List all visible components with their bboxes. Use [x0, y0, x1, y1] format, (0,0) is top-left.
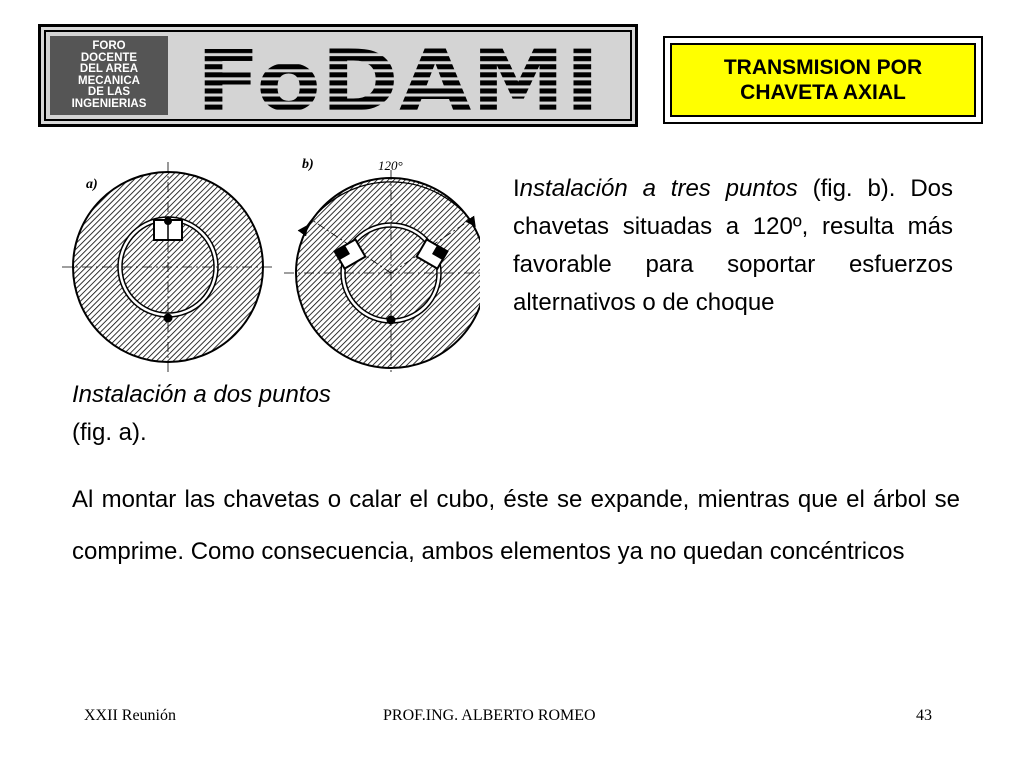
logo-line: INGENIERIAS — [71, 97, 147, 110]
logo-line: DOCENTE — [80, 51, 138, 64]
logo-forum-name — [50, 36, 168, 115]
figure-b — [284, 157, 480, 372]
two-point-term: Instalación a dos puntos — [72, 381, 331, 408]
title-line-1: TRANSMISION POR — [723, 56, 923, 79]
two-point-ref: (fig. a). — [72, 419, 147, 446]
title-line-2: CHAVETA AXIAL — [740, 81, 906, 104]
contact-point-top-a — [164, 217, 172, 225]
footer-event: XXII Reunión — [84, 707, 176, 724]
three-point-description — [513, 170, 953, 322]
angle-label: 120° — [378, 158, 403, 173]
contact-point-bottom-b — [387, 316, 396, 325]
figure-a — [62, 162, 274, 372]
two-point-description — [72, 376, 352, 452]
logo-line: FORO — [92, 40, 126, 52]
concentricity-paragraph: Al montar las chavetas o calar el cubo, éste se expande, mientras que el árbol se comprime. Como consecuencia, ambos elementos ya no quedan concéntricos — [72, 486, 960, 565]
slide-number: 43 — [916, 707, 932, 724]
figure-b-label: b) — [302, 157, 314, 172]
logo-frame — [44, 30, 632, 121]
key-installation-figure — [60, 140, 480, 380]
contact-point-bottom-a — [164, 314, 173, 323]
slide-title — [670, 43, 976, 117]
three-point-term: nstalación a tres puntos — [519, 175, 798, 202]
logo-word-text: FoDAMI — [196, 40, 600, 121]
logo-line: DE LAS — [87, 86, 131, 98]
slide-title-box — [663, 36, 983, 124]
fodami-logo — [38, 24, 638, 127]
three-point-body: (fig. b). Dos chavetas situadas a 120º, resulta más favorable para soportar esfuerzos alternativos o de choque — [513, 175, 953, 316]
logo-line: MECANICA — [78, 74, 140, 87]
logo-wordmark — [186, 40, 610, 121]
three-point-initial: I — [513, 175, 520, 202]
logo-line: DEL AREA — [79, 63, 139, 75]
footer-author: PROF.ING. ALBERTO ROMEO — [383, 707, 596, 724]
figure-a-label: a) — [86, 177, 98, 192]
